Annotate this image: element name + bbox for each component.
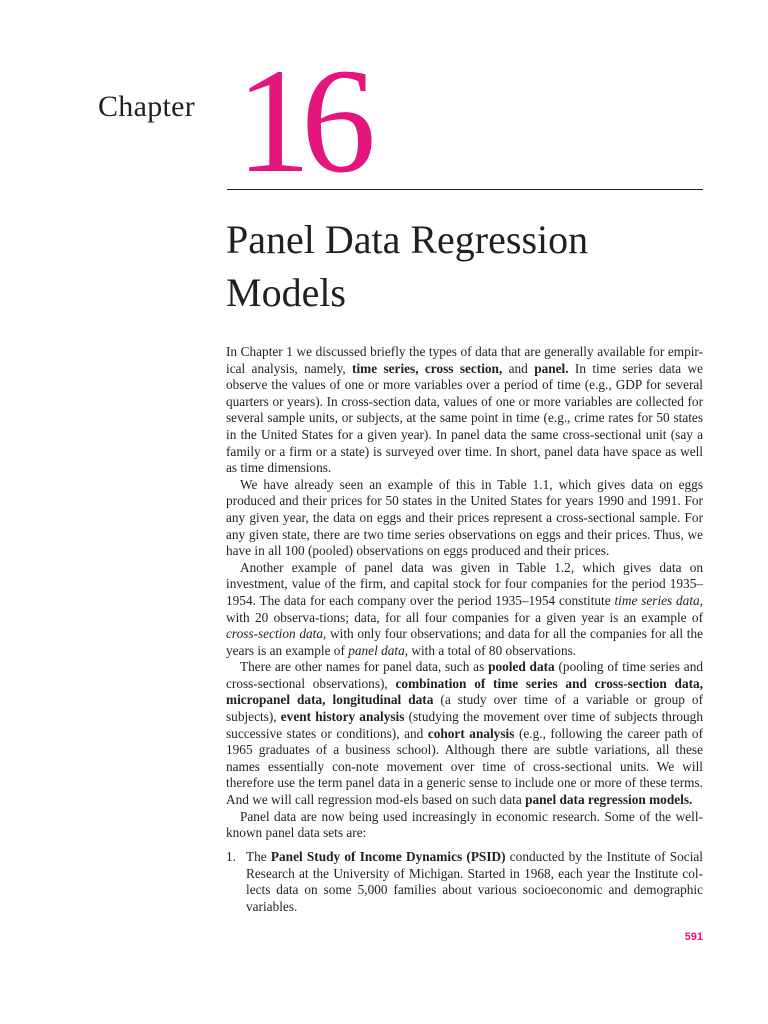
list-item [226, 849, 703, 915]
body-text [226, 344, 703, 842]
term-combination-micropanel-longitudinal: combination of time series and cross-section data, micropanel data, longitudinal data [226, 675, 703, 708]
list-item-text: The Panel Study of Income Dynamics (PSID) conducted by the Institute of Social Research at the University of Michigan. Started in 1968, each year the Institute col-lects data on some 5,000 families about various socioeconomic and demographic variables. [246, 849, 703, 914]
term-panel-data-regression-models: panel data regression models. [525, 792, 693, 808]
term-cohort-analysis: cohort analysis [427, 725, 515, 741]
paragraph-1: In Chapter 1 we discussed briefly the types of data that are generally available for empir-ical analysis, namely, time series, cross section, and panel. In time series data we observe the values of one or more variables over a period of time (e.g., GDP for several quarters or years). In cross-section data, values of one or more variables are collected for several sample units, or subjects, at the same point in time (e.g., crime rates for 50 states in the United States for a given year). In panel data the same cross-sectional unit (say a family or a firm or a state) is surveyed over time. In short, panel data have space as well as time dimensions. [226, 344, 703, 476]
page-number: 591 [684, 931, 703, 943]
term-pooled-data: pooled data [488, 659, 555, 675]
chapter-title [226, 213, 706, 319]
chapter-divider [227, 189, 703, 190]
panel-data-sets-list [226, 849, 703, 915]
term-panel: panel. [534, 360, 569, 376]
term-time-series-cross-section: time series, cross section, [352, 360, 503, 376]
chapter-title-line-1: Panel Data Regression [226, 217, 589, 262]
term-cross-section-data: cross-section data, [226, 626, 327, 642]
chapter-label: Chapter [98, 90, 196, 123]
term-event-history-analysis: event history analysis [280, 709, 405, 725]
paragraph-5: Panel data are now being used increasingly in economic research. Some of the well-known panel data sets are: [226, 808, 703, 841]
paragraph-2: We have already seen an example of this in Table 1.1, which gives data on eggs produced and their prices for 50 states in the United States for years 1990 and 1991. For any given year, the data on eggs and their prices represent a cross-sectional sample. For any given state, there are two time series observations on eggs and their prices. Thus, we have in all 100 (pooled) observations on eggs produced and their prices. [226, 476, 703, 559]
paragraph-3: Another example of panel data was given in Table 1.2, which gives data on investment, value of the firm, and capital stock for four companies for the period 1935–1954. The data for each company over the period 1935–1954 constitute time series data, with 20 observa-tions; data, for all four companies for a given year is an example of cross-section data, with only four observations; and data for all the companies for all the years is an example of panel data, with a total of 80 observations. [226, 559, 703, 658]
term-time-series-data: time series data, [614, 592, 703, 608]
term-psid: Panel Study of Income Dynamics (PSID) [270, 849, 506, 864]
paragraph-4: There are other names for panel data, such as pooled data (pooling of time series and cross-sectional observations), combination of time series and cross-section data, micropanel data, longitudinal data (a study over time of a variable or group of subjects), event history analysis (studying the movement over time of subjects through successive states or conditions), and cohort analysis (e.g., following the career path of 1965 graduates of a business school). Although there are subtle variations, all these names essentially con-note movement over time of cross-sectional units. We will therefore use the term panel data in a generic sense to include one or more of these terms. And we will call regression mod-els based on such data panel data regression models. [226, 659, 704, 808]
chapter-title-line-2: Models [226, 270, 346, 315]
chapter-number: 16 [236, 38, 366, 204]
term-panel-data: panel data, [348, 642, 409, 658]
list-item-number: 1. [226, 849, 236, 864]
